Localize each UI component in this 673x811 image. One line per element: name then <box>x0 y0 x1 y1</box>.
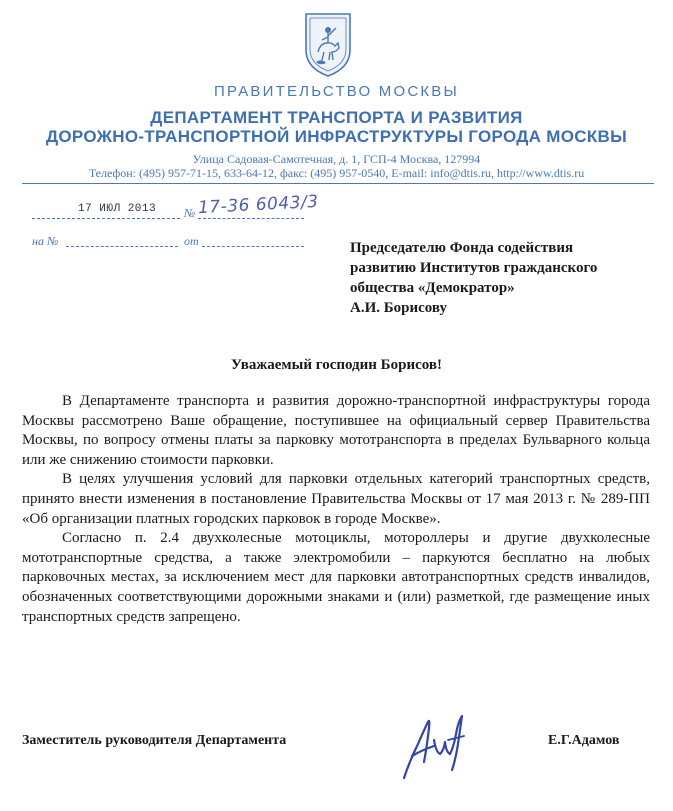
reply-to-line <box>66 246 178 247</box>
date-line <box>32 218 180 219</box>
number-line <box>198 218 304 219</box>
letter-body <box>22 392 650 627</box>
addressee-block <box>350 238 597 318</box>
body-paragraph: В целях улучшения условий для парковки отдельных категорий транспортных средств, принято внести изменения в постановление Правительства Москвы от 17 мая 2013 г. № 289-ПП «Об организации платных городских парковок в городе Москве». <box>22 471 650 527</box>
addressee-name: А.И. Борисову <box>350 300 448 316</box>
registration-number: 17-36 6043/3 <box>197 191 320 219</box>
reply-to-label: на № <box>32 234 59 248</box>
addressee-line: развитию Институтов гражданского <box>350 260 598 276</box>
body-paragraph: Согласно п. 2.4 двухколесные мотоциклы, мотороллеры и другие двухколесные мототранспортные средства, а также электромобили – паркуются бесплатно на любых парковочных местах, за исключением мест для парковки автотранспортных средств инвалидов, обозначенных соответствующими дорожными знаками и (или) разметкой, где размещение иных транспортных средств запрещено. <box>22 530 650 625</box>
from-label: от <box>184 234 199 248</box>
department-contacts: Телефон: (495) 957-71-15, 633-64-12, факс: (495) 957-0540, E-mail: info@dtis.ru, http://www.dtis.ru <box>88 166 585 180</box>
handwritten-signature-icon <box>390 700 480 790</box>
signatory-name: Е.Г.Адамов <box>548 733 620 748</box>
department-address: Улица Садовая-Самотечная, д. 1, ГСП-4 Москва, 127994 <box>192 152 481 166</box>
addressee-line: общества «Демократор» <box>350 280 515 296</box>
registration-date: 17 ИЮЛ 2013 <box>78 203 157 215</box>
addressee-line: Председателю Фонда содействия <box>350 240 574 256</box>
registration-number-label: № <box>184 206 196 220</box>
signatory-title: Заместитель руководителя Департамента <box>22 733 287 748</box>
government-title: ПРАВИТЕЛЬСТВО МОСКВЫ <box>214 83 459 100</box>
body-paragraph: В Департаменте транспорта и развития дорожно-транспортной инфраструктуры города Москвы рассмотрено Ваше обращение, поступившее на официальный сервер Правительства Москвы, по вопросу отмены платы за парковку мототранспорта в пределах Бульварного кольца или же снижению стоимости парковки. <box>22 393 650 468</box>
department-title-line2: ДОРОЖНО-ТРАНСПОРТНОЙ ИНФРАСТРУКТУРЫ ГОРОДА МОСКВЫ <box>45 127 628 146</box>
from-line <box>202 246 304 247</box>
department-title-line1: ДЕПАРТАМЕНТ ТРАНСПОРТА И РАЗВИТИЯ <box>150 108 523 127</box>
letterhead-divider <box>22 183 654 184</box>
moscow-coat-of-arms-icon <box>302 10 354 78</box>
salutation: Уважаемый господин Борисов! <box>231 357 442 373</box>
